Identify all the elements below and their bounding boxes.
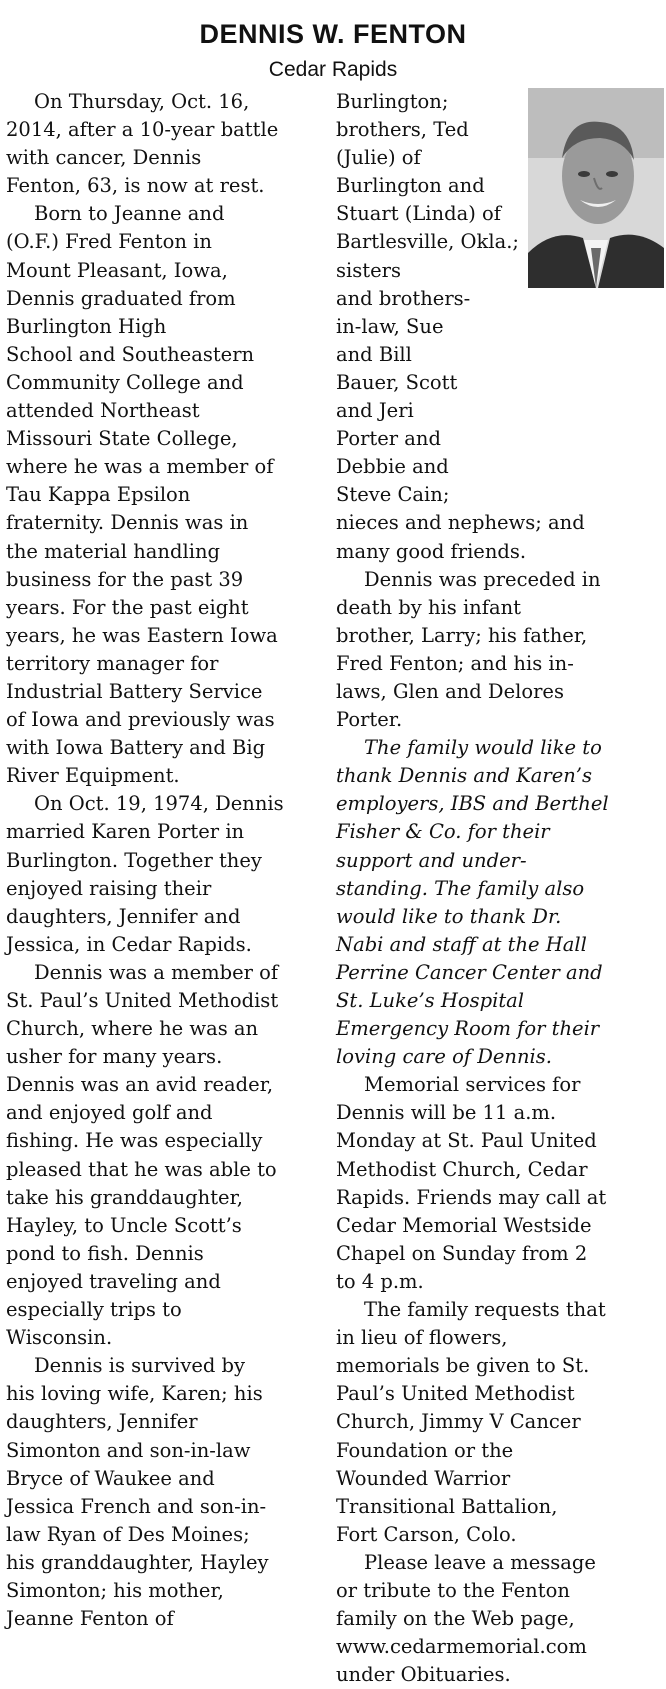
death-announcement-paragraph: On Thursday, Oct. 16, 2014, after a 10-year battle with cancer, Dennis Fenton, 63, is now at rest. xyxy=(6,90,279,198)
online-message-paragraph: Please leave a message or tribute to the Fenton family on the Web page, www.cedarmemorial.com under Obituaries. xyxy=(336,1550,596,1687)
obituary-title: DENNIS W. FENTON xyxy=(199,19,467,49)
survivors-continued-paragraph: Burlington; brothers, Ted (Julie) of Burlington and Stuart (Linda) of Bartlesville, Okla.; sisters and brothers- in-law, Sue and Bill Bauer, Scott and Jeri Porter and Debbie and Steve Cain; nieces and nephews; and many good friends. xyxy=(336,90,585,563)
interests-paragraph: Dennis was a member of St. Paul’s United Methodist Church, where he was an usher for many years. Dennis was an avid reader, and enjoyed golf and fishing. He was especially pleased that he was able to take his granddaughter, Hayley, to Uncle Scott’s pond to fish. Dennis enjoyed traveling and especially trips to Wisconsin. xyxy=(6,960,279,1350)
obituary-location: Cedar Rapids xyxy=(268,58,398,81)
biography-paragraph: Born to Jeanne and (O.F.) Fred Fenton in Mount Pleasant, Iowa, Dennis graduated from Burlington High School and Southeastern Community College and attended Northeast Missouri State College, where he was a member of Tau Kappa Epsilon fraternity. Dennis was in the material handling business for the past 39 years. For the past eight years, he was Eastern Iowa territory manager for Industrial Battery Service of Iowa and previously was with Iowa Battery and Big River Equipment. xyxy=(6,202,278,788)
memorials-paragraph: The family requests that in lieu of flowers, memorials be given to St. Paul’s United Methodist Church, Jimmy V Cancer Foundation or the Wounded Warrior Transitional Battalion, Fort Carson, Colo. xyxy=(336,1298,606,1546)
family-thanks-paragraph: The family would like to thank Dennis and Karen’s employers, IBS and Berthel Fisher & Co. for their support and under- standing. The family also would like to thank Dr. Nabi and staff at the Hall Perrine Cancer Center and St. Luke’s Hospital Emergency Room for their loving care of Dennis. xyxy=(336,736,609,1069)
memorial-services-paragraph: Memorial services for Dennis will be 11 a.m. Monday at St. Paul United Methodist Church, Cedar Rapids. Friends may call at Cedar Memorial Westside Chapel on Sunday from 2 to 4 p.m. xyxy=(336,1073,607,1293)
portrait-photo xyxy=(528,88,664,288)
right-column xyxy=(336,88,656,1689)
preceded-in-death-paragraph: Dennis was preceded in death by his infant brother, Larry; his father, Fred Fenton; and his in- laws, Glen and Delores Porter. xyxy=(336,567,601,732)
marriage-paragraph: On Oct. 19, 1974, Dennis married Karen Porter in Burlington. Together they enjoyed raising their daughters, Jennifer and Jessica, in Cedar Rapids. xyxy=(6,792,284,956)
left-column xyxy=(6,88,318,1633)
portrait-image xyxy=(528,88,664,288)
survivors-paragraph: Dennis is survived by his loving wife, Karen; his daughters, Jennifer Simonton and son-in-law Bryce of Waukee and Jessica French and son-in- law Ryan of Des Moines; his granddaughter, Hayley Simonton; his mother, Jeanne Fenton of xyxy=(6,1354,269,1631)
